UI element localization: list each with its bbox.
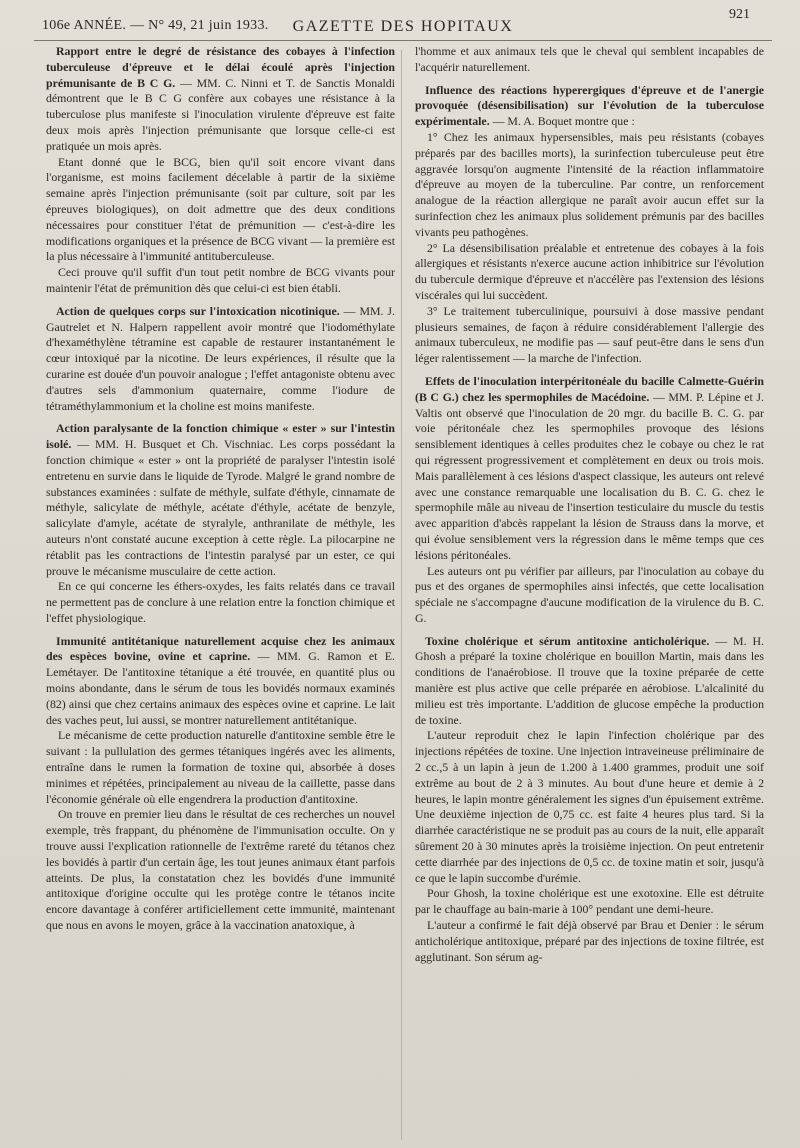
- section-title: Influence des réactions hyperergiques d'épreuve et de l'anergie provoquée (désensibilisation) sur l'évolution de la tuberculose expérimentale.: [415, 82, 764, 129]
- right-column: [415, 44, 764, 1144]
- section-title: Effets de l'inoculation interpéritonéale du bacille Calmette-Guérin (B C G.) chez les spermophiles de Macédoine.: [415, 373, 764, 404]
- paragraph-text: En ce qui concerne les éthers-oxydes, les faits relatés dans ce travail ne permettent pas de conclure à une relation entre la fonction chimique et l'effet physiologique.: [46, 579, 395, 625]
- paragraph-text: — M. A. Boquet montre que :: [489, 114, 635, 129]
- section-title: Rapport entre le degré de résistance des cobayes à l'infection tuberculeuse d'épreuve et le délai écoulé après l'injection prémunisante de B C G.: [46, 44, 395, 90]
- paragraph-text: — MM. P. Lépine et J. Valtis ont observé que l'inoculation de 20 mgr. du bacille B. C. G. par voie péritonéale chez les spermophiles provoque des lésions sensiblement identiques à celles produites chez le cobaye ou chez le rat qui régressent progressivement et complètement en deux ou trois mois. Mais parallèlement à ces lésions d'aspect classique, les auteurs ont relevé avec une constance remarquable une localisation du B. C. G. chez le spermophile mâle au niveau de l'insertion testiculaire du muscle du testis avec apparition d'abcès rappelant la lésion de Strauss dans la morve, et qui évolue sensiblement vers la régression dans le même temps que ces lésions péritonéales.: [415, 389, 764, 562]
- left-column: [46, 44, 395, 1144]
- section-paragraph: [46, 44, 395, 155]
- section-title: Action de quelques corps sur l'intoxication nicotinique.: [56, 303, 340, 318]
- paragraph-text: L'auteur a confirmé le fait déjà observé par Brau et Denier : le sérum anticholérique antitoxique, préparé par des injections de toxine filtrée, est agglutinant. Son sérum ag-: [415, 918, 764, 964]
- paragraph-text: — MM. G. Ramon et E. Lemétayer. De l'antitoxine tétanique a été trouvée, en quantité plus ou moins abondante, dans le sérum de tous les bovidés normaux examinés (82) ainsi que chez certains animaux des espèces ovine et caprine. Le lait des vaches peut, lui aussi, se montrer naturellement antitétanique.: [46, 649, 395, 727]
- body-paragraph: [415, 564, 764, 627]
- paragraph-text: — MM. C. Ninni et T. de Sanctis Monaldi démontrent que le B C G confère aux cobayes une résistance à la tuberculose plus manifeste si l'inoculation virulente d'épreuve est faite deux mois après l'injection prémunisante que lorsque celle-ci est pratiquée un mois après.: [46, 75, 395, 153]
- page-header: [34, 7, 772, 41]
- section-paragraph: [415, 634, 764, 729]
- section-paragraph: [46, 304, 395, 415]
- section-paragraph: [415, 83, 764, 130]
- paragraph-text: Ceci prouve qu'il suffit d'un tout petit nombre de BCG vivants pour maintenir l'état de prémunition dès que celui-ci est bien établi.: [46, 265, 395, 295]
- paragraph-text: Pour Ghosh, la toxine cholérique est une exotoxine. Elle est détruite par le chauffage au bain-marie à 100° pendant une demi-heure.: [415, 886, 764, 917]
- paragraph-text: 1° Chez les animaux hypersensibles, mais peu résistants (cobayes préparés par des bacilles morts), la surinfection tuberculeuse peut être aggravée lorsqu'on augmente l'intensité de la réaction inflammatoire d'épreuve au moyen de la tuberculine. Par contre, un renforcement analogue de la réaction allergique ne paraît avoir aucun effet sur la surinfection chez les animaux plus solidement prémunis par des bacilles vivants peu pathogènes.: [415, 129, 764, 239]
- body-paragraph: [415, 130, 764, 241]
- journal-title: GAZETTE DES HOPITAUX: [292, 18, 514, 35]
- section-title: Action paralysante de la fonction chimique « ester » sur l'intestin isolé.: [46, 421, 395, 452]
- section-paragraph: [46, 634, 395, 729]
- paragraph-text: Les auteurs ont pu vérifier par ailleurs, par l'inoculation au cobaye du pus et des organes de spermophiles ainsi infectés, que cette localisation spéciale ne s'accompagne d'aucune modification de la virulence du B. C. G.: [415, 563, 764, 625]
- paragraph-text: Le mécanisme de cette production naturelle d'antitoxine semble être le suivant : la pullulation des germes tétaniques ingérés avec les aliments, entraîne dans le rumen la formation de toxine qui, absorbée à doses minimes et répétées, principalement au niveau de la caillette, passe dans l'économie générale où elle engendrera la production d'antitoxine.: [46, 728, 395, 806]
- body-paragraph: [415, 304, 764, 367]
- paragraph-text: — MM. H. Busquet et Ch. Vischniac. Les corps possédant la fonction chimique « ester » ont la propriété de paralyser l'intestin isolé entretenu en survie dans le liquide de Tyrode. Malgré le grand nombre de substances examinées : sulfate de méthyle, sulfate d'éthyle, cinnamate de méthyle, salicylate de méthyle, acétate d'éthyle, acétate de benzyle, salicylate d'amyle, acétate de styralyle, anthranilate de méthyle, les auteurs n'ont constaté aucune exception à cette règle. La pilocarpine ne rétablit pas les contractions de l'intestin paralysé par un ester, ce qui prouve le mécanisme musculaire de cette action.: [46, 437, 395, 578]
- paragraph-text: On trouve en premier lieu dans le résultat de ces recherches un nouvel exemple, très frappant, du phénomène de l'immunisation occulte. On y trouve aussi l'explication rationnelle de l'extrême rareté du tétanos chez les bovidés à partir d'un certain âge, les tout jeunes animaux étant parfois atteints. De plus, la constatation chez les bovidés d'une immunité antitoxique d'origine occulte qui les protège contre le tétanos incite encore davantage à conférer artificiellement cette immunité, maintenant que nous en avons le moyen, grâce à la vaccination anatoxique, à: [46, 807, 395, 933]
- issue-info: 106e ANNÉE. — N° 49, 21 juin 1933.: [42, 18, 269, 33]
- body-paragraph: [46, 728, 395, 807]
- paragraph-text: — MM. J. Gautrelet et N. Halpern rappellent avoir montré que l'iodométhylate d'hexaméthylène tétramine est capable de restaurer instantanément le cœur intoxiqué par la nicotine. De leurs expériences, il résulte que la curarine est douée d'un pouvoir analogue ; l'effet antagoniste obtenu avec d'autres sels d'ammonium quaternaire, comme l'iodure de tétraméthylammonium et la choline est moins manifeste.: [46, 303, 395, 413]
- paragraph-text: l'homme et aux animaux tels que le cheval qui semblent incapables de l'acquérir naturellement.: [415, 44, 764, 74]
- section-title: Toxine cholérique et sérum antitoxine anticholérique.: [425, 633, 710, 648]
- section-paragraph: [46, 421, 395, 579]
- body-paragraph: [415, 918, 764, 965]
- body-paragraph: [415, 241, 764, 304]
- paragraph-text: — M. H. Ghosh a préparé la toxine cholérique en bouillon Martin, mais dans les conditions de l'anaérobiose. Il trouve que la toxine préparée de cette manière est plus active que celle préparée en aérobiose. L'alcalinité du milieu est très importante. L'addition de glucose empêche la production de toxine.: [415, 633, 764, 727]
- body-paragraph: [46, 265, 395, 297]
- body-paragraph: [46, 579, 395, 626]
- paragraph-text: 3° Le traitement tuberculinique, poursuivi à dose massive pendant plusieurs semaines, de façon à réduire considérablement l'allergie des animaux tuberculeux, ne modifie pas — sauf peut-être dans le sens d'un léger ralentissement — la marche de l'infection.: [415, 303, 764, 366]
- body-paragraph: [415, 728, 764, 886]
- body-paragraph: [46, 807, 395, 933]
- section-paragraph: [415, 374, 764, 564]
- paragraph-text: 2° La désensibilisation préalable et entretenue des cobayes à la fois allergiques et résistants n'exerce aucune action inhibitrice sur l'évolution du tubercule dermique d'épreuve et n'accélère pas l'extension des lésions viscérales qui lui succèdent.: [415, 240, 764, 302]
- article-columns: [46, 44, 764, 1144]
- paragraph-text: Etant donné que le BCG, bien qu'il soit encore vivant dans l'organisme, est moins facilement décelable à partir de la sixième semaine après l'injection prémunisante (soit par culture, soit par les épreuves biologiques), on doit admettre que des deux conditions nécessaires pour constituer l'état de prémunition — c'est-à-dire les modifications organiques et la présence de BCG vivant — la première est la plus nécessaire à l'immunité antituberculeuse.: [46, 154, 395, 264]
- body-paragraph: [415, 886, 764, 918]
- paragraph-text: L'auteur reproduit chez le lapin l'infection cholérique par des injections répétées de toxine. Une injection intraveineuse préliminaire de 2 cc.,5 à un lapin à jeun de 1.200 à 1.400 grammes, produit une soif extrême au bout de 2 à 3 minutes. Au bout d'une heure et demie à 2 heures, le lapin montre généralement les signes d'un épuisement extrême. Une deuxième injection de 0,75 cc. est faite 4 heures plus tard. Si la diarrhée caractéristique ne se produit pas au cours de la nuit, elle apparaît sûrement 20 à 30 minutes après la troisième injection. On peut entretenir cette diarrhée par des injections de 0,5 cc. de toxine matin et soir, jusqu'à ce que le lapin succombe d'urémie.: [415, 728, 764, 885]
- page-number: 921: [729, 7, 750, 22]
- section-title: Immunité antitétanique naturellement acquise chez les animaux des espèces bovine, ovine et caprine.: [46, 633, 395, 664]
- body-paragraph: [46, 155, 395, 266]
- body-paragraph: [415, 44, 764, 76]
